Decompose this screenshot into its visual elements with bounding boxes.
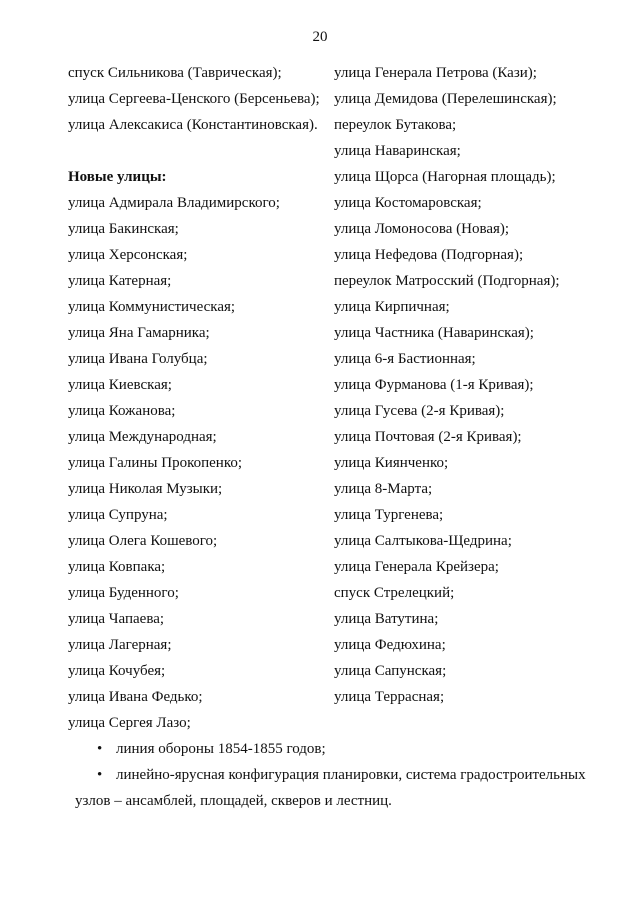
- street-item: улица Генерала Крейзера;: [334, 559, 499, 575]
- bullet-text: линейно-ярусная конфигурация планировки, система градостроительных: [116, 767, 586, 783]
- bullet-item: [68, 762, 598, 814]
- street-item: улица Сапунская;: [334, 663, 447, 679]
- street-item: переулок Бутакова;: [334, 117, 457, 133]
- street-item: улица Кирпичная;: [334, 299, 450, 315]
- street-item: улица Тургенева;: [334, 507, 444, 523]
- street-item: улица Ватутина;: [334, 611, 439, 627]
- street-item: улица Фурманова (1-я Кривая);: [334, 377, 534, 393]
- street-item: улица Ивана Федько;: [68, 689, 203, 705]
- bullet-list: [68, 736, 598, 814]
- street-item: улица Гусева (2-я Кривая);: [334, 403, 505, 419]
- bullet-text-continuation: узлов – ансамблей, площадей, скверов и лестниц.: [75, 793, 392, 809]
- right-street-column: [334, 60, 634, 710]
- street-item: улица Адмирала Владимирского;: [68, 195, 280, 211]
- street-item: улица Ломоносова (Новая);: [334, 221, 510, 237]
- left-street-column: [68, 60, 330, 736]
- street-item: улица Щорса (Нагорная площадь);: [334, 169, 556, 185]
- street-item: улица 6-я Бастионная;: [334, 351, 476, 367]
- bullet-dot-icon: •: [97, 767, 103, 783]
- street-item: улица Лагерная;: [68, 637, 172, 653]
- street-item: улица Яна Гамарника;: [68, 325, 210, 341]
- street-item: улица Галины Прокопенко;: [68, 455, 243, 471]
- street-item: улица Киевская;: [68, 377, 172, 393]
- street-item: улица Буденного;: [68, 585, 179, 601]
- street-item: улица Чапаева;: [68, 611, 165, 627]
- bullet-dot-icon: •: [97, 741, 103, 757]
- street-item: улица Наваринская;: [334, 143, 461, 159]
- street-item: улица Киянченко;: [334, 455, 449, 471]
- street-item: улица Федюхина;: [334, 637, 446, 653]
- street-item: улица Почтовая (2-я Кривая);: [334, 429, 522, 445]
- street-item: улица Николая Музыки;: [68, 481, 223, 497]
- street-item: улица Бакинская;: [68, 221, 179, 237]
- street-item: улица Кожанова;: [68, 403, 176, 419]
- street-item: улица Частника (Наваринская);: [334, 325, 534, 341]
- street-item: улица Нефедова (Подгорная);: [334, 247, 524, 263]
- street-item: улица Генерала Петрова (Кази);: [334, 65, 537, 81]
- street-item: улица Террасная;: [334, 689, 445, 705]
- street-item: улица Херсонская;: [68, 247, 188, 263]
- bullet-item: [68, 736, 598, 762]
- street-item: улица 8-Марта;: [334, 481, 433, 497]
- street-item: улица Олега Кошевого;: [68, 533, 218, 549]
- street-item: спуск Сильникова (Таврическая);: [68, 65, 282, 81]
- street-item: улица Сергеева-Ценского (Берсеньева);: [68, 91, 320, 107]
- street-item: улица Кочубея;: [68, 663, 166, 679]
- bullet-text: линия обороны 1854-1855 годов;: [116, 741, 326, 757]
- street-item: улица Ивана Голубца;: [68, 351, 208, 367]
- street-item: улица Катерная;: [68, 273, 172, 289]
- street-item: улица Супруна;: [68, 507, 168, 523]
- street-item: улица Сергея Лазо;: [68, 715, 191, 731]
- section-heading: Новые улицы:: [68, 169, 167, 185]
- street-item: улица Демидова (Перелешинская);: [334, 91, 557, 107]
- street-item: переулок Матросский (Подгорная);: [334, 273, 560, 289]
- street-item: [68, 138, 330, 164]
- street-item: спуск Стрелецкий;: [334, 585, 455, 601]
- street-item: улица Салтыкова-Щедрина;: [334, 533, 512, 549]
- street-item: улица Костомаровская;: [334, 195, 482, 211]
- street-item: улица Международная;: [68, 429, 217, 445]
- page-number: 20: [312, 29, 328, 45]
- street-item: улица Ковпака;: [68, 559, 166, 575]
- street-item: улица Алексакиса (Константиновская).: [68, 117, 318, 133]
- street-item: улица Коммунистическая;: [68, 299, 236, 315]
